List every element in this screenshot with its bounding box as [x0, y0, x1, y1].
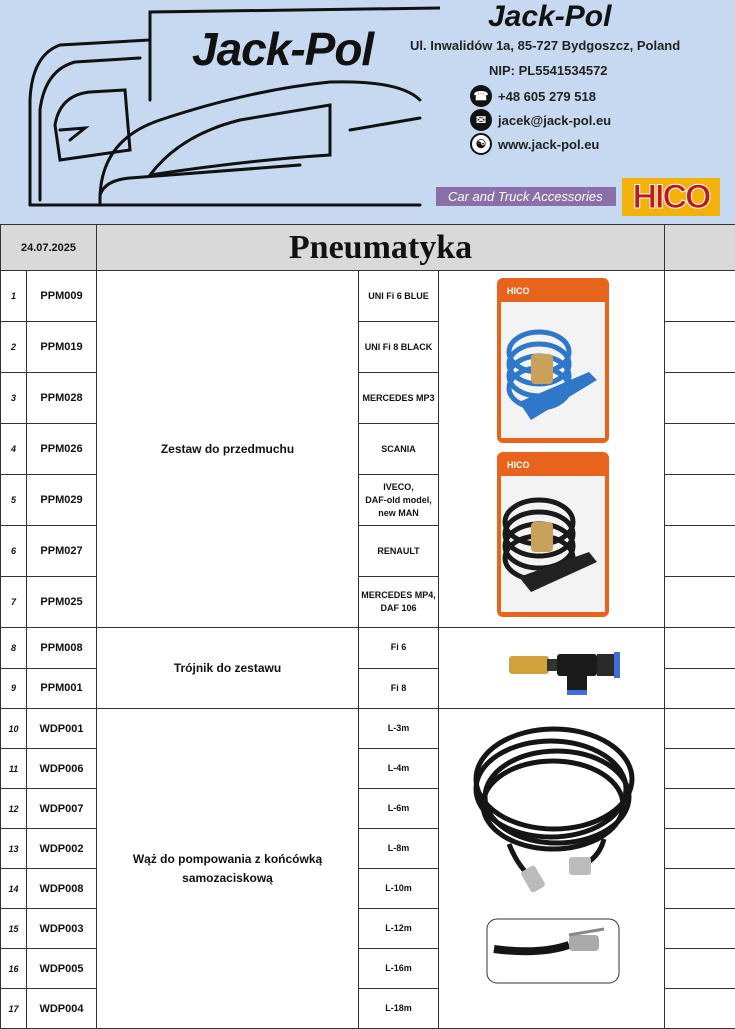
product-code: PPM026	[27, 424, 97, 475]
company-logo: Jack-Pol	[192, 22, 373, 76]
product-variant: L-3m	[359, 709, 439, 749]
product-code: WDP008	[27, 869, 97, 909]
row-number: 9	[1, 668, 27, 709]
row-number: 15	[1, 909, 27, 949]
table-row	[1, 271, 735, 322]
extra-cell	[665, 373, 735, 424]
row-number: 16	[1, 949, 27, 989]
envelope-icon: ✉	[470, 109, 492, 131]
product-variant: UNI Fi 8 BLACK	[359, 322, 439, 373]
product-variant: MERCEDES MP4, DAF 106	[359, 577, 439, 628]
phone-row	[470, 85, 596, 107]
product-code: PPM027	[27, 526, 97, 577]
row-number: 1	[1, 271, 27, 322]
package-label: HICO	[507, 460, 530, 470]
inflation-hose-image	[439, 709, 665, 1009]
website-link[interactable]: www.jack-pol.eu	[498, 137, 599, 152]
website-row	[470, 133, 599, 155]
header-empty-cell	[665, 225, 735, 271]
product-code: PPM025	[27, 577, 97, 628]
product-description: Zestaw do przedmuchu	[97, 271, 359, 628]
blow-gun-kit-image	[439, 272, 665, 627]
product-code: PPM028	[27, 373, 97, 424]
package-label: HICO	[507, 286, 530, 296]
extra-cell	[665, 869, 735, 909]
product-image-cell	[439, 628, 665, 709]
row-number: 10	[1, 709, 27, 749]
product-variant: L-6m	[359, 789, 439, 829]
extra-cell	[665, 709, 735, 749]
company-address: Ul. Inwalidów 1a, 85-727 Bydgoszcz, Poland	[410, 38, 680, 53]
row-number: 2	[1, 322, 27, 373]
row-number: 3	[1, 373, 27, 424]
product-variant: L-8m	[359, 829, 439, 869]
product-variant: UNI Fi 6 BLUE	[359, 271, 439, 322]
extra-cell	[665, 749, 735, 789]
row-number: 8	[1, 628, 27, 669]
extra-cell	[665, 989, 735, 1029]
product-image-cell	[439, 271, 665, 628]
product-code: WDP002	[27, 829, 97, 869]
product-code: PPM001	[27, 668, 97, 709]
company-header	[0, 0, 735, 224]
product-code: PPM019	[27, 322, 97, 373]
product-variant: MERCEDES MP3	[359, 373, 439, 424]
price-list-date: 24.07.2025	[1, 225, 97, 271]
row-number: 4	[1, 424, 27, 475]
email-row	[470, 109, 611, 131]
product-image-cell	[439, 709, 665, 1029]
product-variant: L-4m	[359, 749, 439, 789]
globe-icon: ☯	[470, 133, 492, 155]
row-number: 13	[1, 829, 27, 869]
product-code: WDP007	[27, 789, 97, 829]
product-code: PPM009	[27, 271, 97, 322]
product-table	[0, 224, 735, 1029]
row-number: 5	[1, 475, 27, 526]
phone-icon: ☎	[470, 85, 492, 107]
product-variant: SCANIA	[359, 424, 439, 475]
row-number: 11	[1, 749, 27, 789]
extra-cell	[665, 322, 735, 373]
product-code: PPM029	[27, 475, 97, 526]
product-code: WDP006	[27, 749, 97, 789]
extra-cell	[665, 577, 735, 628]
product-variant: Fi 6	[359, 628, 439, 669]
extra-cell	[665, 526, 735, 577]
extra-cell	[665, 475, 735, 526]
product-code: WDP003	[27, 909, 97, 949]
table-row	[1, 628, 735, 669]
product-variant: L-10m	[359, 869, 439, 909]
extra-cell	[665, 424, 735, 475]
tagline-banner: Car and Truck Accessories	[436, 187, 616, 206]
tee-connector-image	[439, 628, 665, 708]
extra-cell	[665, 789, 735, 829]
email-address[interactable]: jacek@jack-pol.eu	[498, 113, 611, 128]
product-variant: Fi 8	[359, 668, 439, 709]
product-variant: L-12m	[359, 909, 439, 949]
product-description: Wąż do pompowania z końcówką samozaciskową	[97, 709, 359, 1029]
company-name: Jack-Pol	[488, 0, 611, 34]
row-number: 12	[1, 789, 27, 829]
product-description: Trójnik do zestawu	[97, 628, 359, 709]
product-variant: L-18m	[359, 989, 439, 1029]
product-variant: RENAULT	[359, 526, 439, 577]
product-variant: IVECO, DAF-old model, new MAN	[359, 475, 439, 526]
company-nip: NIP: PL5541534572	[489, 63, 608, 78]
row-number: 7	[1, 577, 27, 628]
extra-cell	[665, 909, 735, 949]
product-variant: L-16m	[359, 949, 439, 989]
row-number: 6	[1, 526, 27, 577]
product-code: PPM008	[27, 628, 97, 669]
phone-number: +48 605 279 518	[498, 89, 596, 104]
extra-cell	[665, 271, 735, 322]
product-code: WDP005	[27, 949, 97, 989]
product-code: WDP004	[27, 989, 97, 1029]
extra-cell	[665, 628, 735, 669]
extra-cell	[665, 668, 735, 709]
product-code: WDP001	[27, 709, 97, 749]
table-header-row	[1, 225, 735, 271]
hico-logo: HICO	[622, 178, 720, 216]
row-number: 17	[1, 989, 27, 1029]
extra-cell	[665, 949, 735, 989]
row-number: 14	[1, 869, 27, 909]
extra-cell	[665, 829, 735, 869]
page-title: Pneumatyka	[97, 225, 665, 271]
table-row	[1, 709, 735, 749]
